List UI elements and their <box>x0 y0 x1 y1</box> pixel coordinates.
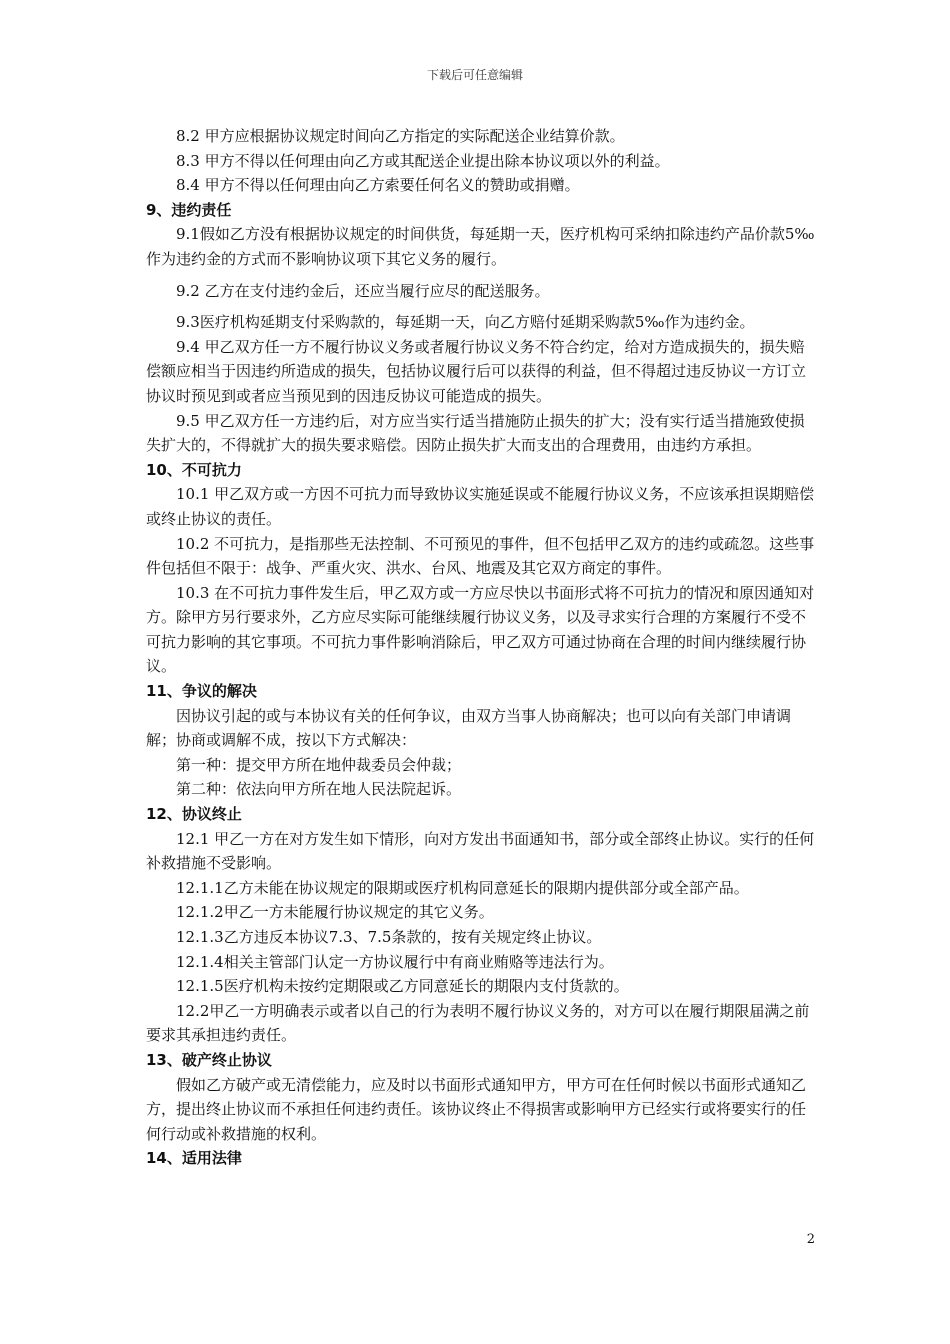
paragraph: 12.1 甲乙一方在对方发生如下情形，向对方发出书面通知书，部分或全部终止协议。实行的任何补救措施不受影响。 <box>146 829 815 873</box>
document-body <box>146 124 818 1171</box>
paragraph: 9.2 乙方在支付违约金后，还应当履行应尽的配送服务。 <box>176 281 550 300</box>
paragraph: 9.4 甲乙双方任一方不履行协议义务或者履行协议义务不符合约定，给对方造成损失的，损失赔偿额应相当于因违约所造成的损失，包括协议履行后可以获得的利益，但不得超过违反协议一方订立协议时预见到或者应当预见到的因违反协议可能造成的损失。 <box>146 337 807 405</box>
page-number: 2 <box>806 1232 815 1247</box>
paragraph: 9.1假如乙方没有根据协议规定的时间供货，每延期一天，医疗机构可采纳扣除违约产品价款5‰作为违约金的方式而不影响协议项下其它义务的履行。 <box>146 225 815 268</box>
paragraph: 12.1.5医疗机构未按约定期限或乙方同意延长的期限内支付货款的。 <box>176 977 629 996</box>
paragraph: 第二种：依法向甲方所在地人民法院起诉。 <box>176 780 462 799</box>
paragraph: 假如乙方破产或无清偿能力，应及时以书面形式通知甲方，甲方可在任何时候以书面形式通知乙方，提出终止协议而不承担任何违约责任。该协议终止不得损害或影响甲方已经实行或将要实行的任何行动或补救措施的权利。 <box>146 1075 807 1143</box>
paragraph: 10.3 在不可抗力事件发生后，甲乙双方或一方应尽快以书面形式将不可抗力的情况和原因通知对方。除甲方另行要求外，乙方应尽实际可能继续履行协议义务，以及寻求实行合理的方案履行不受不可抗力影响的其它事项。不可抗力事件影响消除后，甲乙双方可通过协商在合理的时间内继续履行协议。 <box>146 583 815 676</box>
paragraph: 9.3医疗机构延期支付采购款的，每延期一天，向乙方赔付延期采购款5‰作为违约金。 <box>176 313 755 332</box>
paragraph: 12.1.3乙方违反本协议7.3、7.5条款的，按有关规定终止协议。 <box>176 928 602 946</box>
paragraph: 8.2 甲方应根据协议规定时间向乙方指定的实际配送企业结算价款。 <box>176 127 625 145</box>
paragraph: 因协议引起的或与本协议有关的任何争议，由双方当事人协商解决；也可以向有关部门申请调解；协商或调解不成，按以下方式解决： <box>146 706 792 750</box>
page-header: 下载后可任意编辑 <box>426 68 523 82</box>
paragraph: 12.2甲乙一方明确表示或者以自己的行为表明不履行协议义务的，对方可以在履行期限届满之前要求其承担违约责任。 <box>146 1001 810 1045</box>
paragraph: 8.4 甲方不得以任何理由向乙方索要任何名义的赞助或捐赠。 <box>176 176 580 195</box>
paragraph: 第一种：提交甲方所在地仲裁委员会仲裁； <box>176 755 462 774</box>
section-heading: 13、破产终止协议 <box>146 1050 272 1069</box>
paragraph: 8.3 甲方不得以任何理由向乙方或其配送企业提出除本协议项以外的利益。 <box>176 151 670 170</box>
section-heading: 10、不可抗力 <box>146 460 242 479</box>
paragraph: 9.5 甲乙双方任一方违约后，对方应当实行适当措施防止损失的扩大；没有实行适当措施致使损失扩大的，不得就扩大的损失要求赔偿。因防止损失扩大而支出的合理费用，由违约方承担。 <box>146 411 805 455</box>
paragraph: 12.1.4相关主管部门认定一方协议履行中有商业贿赂等违法行为。 <box>176 952 614 971</box>
paragraph: 10.2 不可抗力，是指那些无法控制、不可预见的事件，但不包括甲乙双方的违约或疏忽。这些事件包括但不限于：战争、严重火灾、洪水、台风、地震及其它双方商定的事件。 <box>146 534 815 578</box>
paragraph: 12.1.1乙方未能在协议规定的限期或医疗机构同意延长的限期内提供部分或全部产品。 <box>176 878 749 897</box>
paragraph: 12.1.2甲乙一方未能履行协议规定的其它义务。 <box>176 903 494 922</box>
section-heading: 12、协议终止 <box>146 805 242 824</box>
section-heading: 11、争议的解决 <box>146 682 257 701</box>
section-heading: 14、适用法律 <box>146 1149 242 1168</box>
section-heading: 9、违约责任 <box>146 200 232 219</box>
paragraph: 10.1 甲乙双方或一方因不可抗力而导致协议实施延误或不能履行协议义务，不应该承担误期赔偿或终止协议的责任。 <box>146 485 815 528</box>
